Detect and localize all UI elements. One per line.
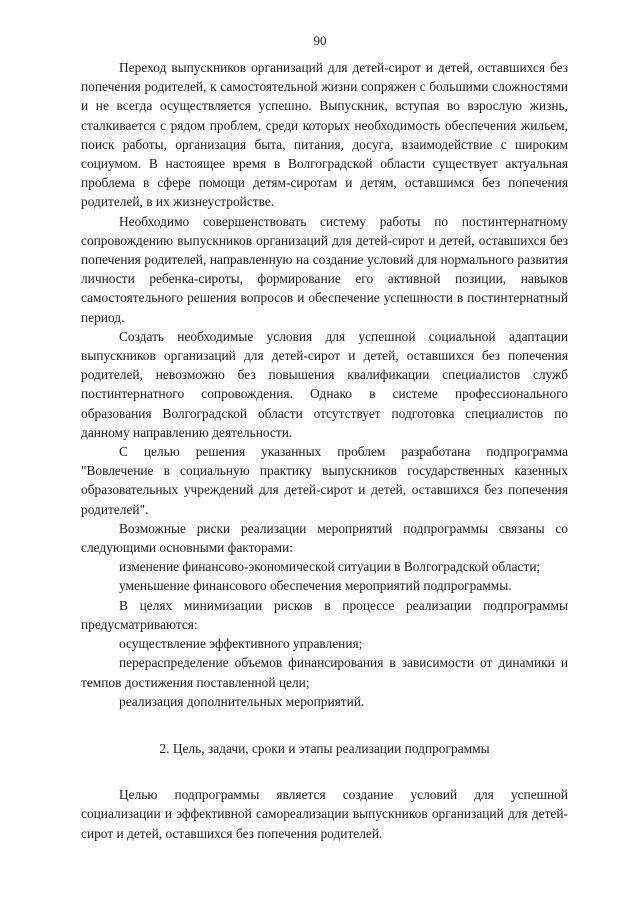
section-heading: 2. Цель, задачи, сроки и этапы реализации подпрограммы [159,740,490,756]
paragraph-risks-intro: Возможные риски реализации мероприятий подпрограммы связаны со следующими основными факторами: [81,520,568,556]
paragraph-subprogram-purpose: С целью решения указанных проблем разработана подпрограмма "Вовлечение в социальную практику выпускников государственных казенных образовательных учреждений для детей-сирот и детей, оставшихся без попечения родителей". [81,444,568,517]
risk-item-funding: уменьшение финансового обеспечения мероприятий подпрограммы. [119,578,512,594]
document-body [81,58,568,843]
mitigation-item-redistribution: перераспределение объемов финансирования в зависимости от динамики и темпов достижения поставленной цели; [81,655,568,690]
paragraph-support-system: Необходимо совершенствовать систему работы по постинтернатному сопровождению выпускников организаций для детей-сирот и детей, оставшихся без попечения родителей, направленную на создание условий для нормального развития личности ребенка-сироты, формирование его активной позиции, навыков самостоятельного решения вопросов и обеспечение успешности в постинтернатный период. [81,213,568,325]
page-number: 90 [313,33,327,48]
risk-item-economic: изменение финансово-экономической ситуации в Волгоградской области; [119,559,541,575]
paragraph-goal: Целью подпрограммы является создание условий для успешной социализации и эффективной самореализации выпускников организаций для детей-сирот и детей, оставшихся без попечения родителей. [81,787,568,841]
paragraph-mitigation-intro: В целях минимизации рисков в процессе реализации подпрограммы предусматриваются: [81,597,568,632]
paragraph-specialist-training: Создать необходимые условия для успешной социальной адаптации выпускников организаций для детей-сирот и детей, оставшихся без попечения родителей, невозможно без повышения квалификации специалистов служб постинтернатного сопровождения. Однако в системе профессионального образования Волгоградской области отсутствует подготовка специалистов по данному направлению деятельности. [81,328,568,440]
mitigation-item-additional: реализация дополнительных мероприятий. [119,693,365,709]
mitigation-item-management: осуществление эффективного управления; [119,636,363,652]
paragraph-transition-problems: Переход выпускников организаций для детей-сирот и детей, оставшихся без попечения родителей, к самостоятельной жизни сопряжен с большими сложностями и не всегда осуществляется успешно. Выпускник, вступая во взрослую жизнь, сталкивается с рядом проблем, среди которых необходимость обеспечения жильем, поиск работы, организация быта, питания, досуга, взаимодействие с широким социумом. В настоящее время в Волгоградской области существует актуальная проблема в сфере помощи детям-сиротам и детям, оставшимся без попечения родителей, в их жизнеустройстве. [81,60,568,210]
